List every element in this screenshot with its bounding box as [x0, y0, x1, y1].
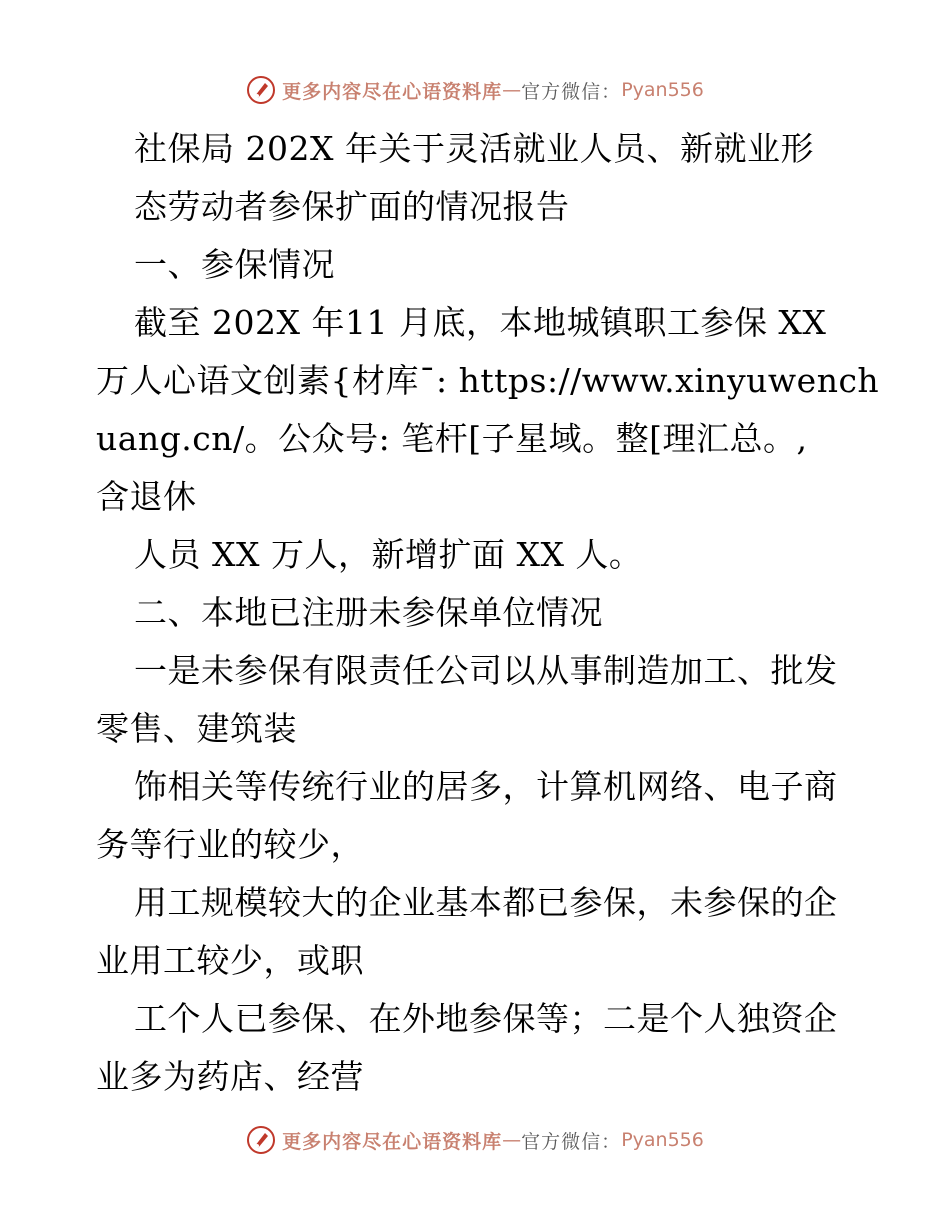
banner-wechat-id: Pyan556 — [621, 1129, 704, 1151]
paragraph-line: 零售、建筑装 — [96, 709, 297, 748]
banner-wechat-id: Pyan556 — [621, 79, 704, 101]
paragraph-line: 截至 202X 年11 月底，本地城镇职工参保 XX — [134, 303, 827, 342]
title-line-2: 态劳动者参保扩面的情况报告 — [134, 187, 570, 226]
paragraph-line: 饰相关等传统行业的居多，计算机网络、电子商 — [134, 767, 838, 806]
paragraph-line: 业多为药店、经营 — [96, 1057, 364, 1096]
paragraph-line: uang.cn/。公众号: 笔杆[子星域。整[理汇总。, — [96, 419, 808, 458]
paragraph-line: 含退休 — [96, 477, 197, 516]
section-heading-1: 一、参保情况 — [134, 245, 335, 284]
document-body — [96, 120, 880, 1106]
pen-nib-logo-icon — [246, 1125, 276, 1155]
paragraph-line: 一是未参保有限责任公司以从事制造加工、批发 — [134, 651, 838, 690]
footer-banner — [0, 1122, 950, 1158]
pen-nib-logo-icon — [246, 75, 276, 105]
paragraph-line: 业用工较少，或职 — [96, 941, 364, 980]
paragraph-line: 工个人已参保、在外地参保等；二是个人独资企 — [134, 999, 838, 1038]
paragraph-line: 用工规模较大的企业基本都已参保，未参保的企 — [134, 883, 838, 922]
paragraph-line: 人员 XX 万人，新增扩面 XX 人。 — [134, 535, 643, 574]
banner-sub-text: 官方微信： — [521, 80, 622, 103]
title-line-1: 社保局 202X 年关于灵活就业人员、新就业形 — [134, 129, 814, 168]
paragraph-line: 务等行业的较少， — [96, 825, 364, 864]
paragraph-line: 万人心语文创素{材库¯: https://www.xinyuwench — [96, 361, 880, 400]
banner-main-text: 更多内容尽在心语资料库 — [282, 80, 503, 103]
banner-dash: — — [502, 79, 522, 101]
banner-sub-text: 官方微信： — [521, 1130, 622, 1153]
header-banner — [0, 72, 950, 108]
banner-dash: — — [502, 1129, 522, 1151]
section-heading-2: 二、本地已注册未参保单位情况 — [134, 593, 603, 632]
banner-main-text: 更多内容尽在心语资料库 — [282, 1130, 503, 1153]
